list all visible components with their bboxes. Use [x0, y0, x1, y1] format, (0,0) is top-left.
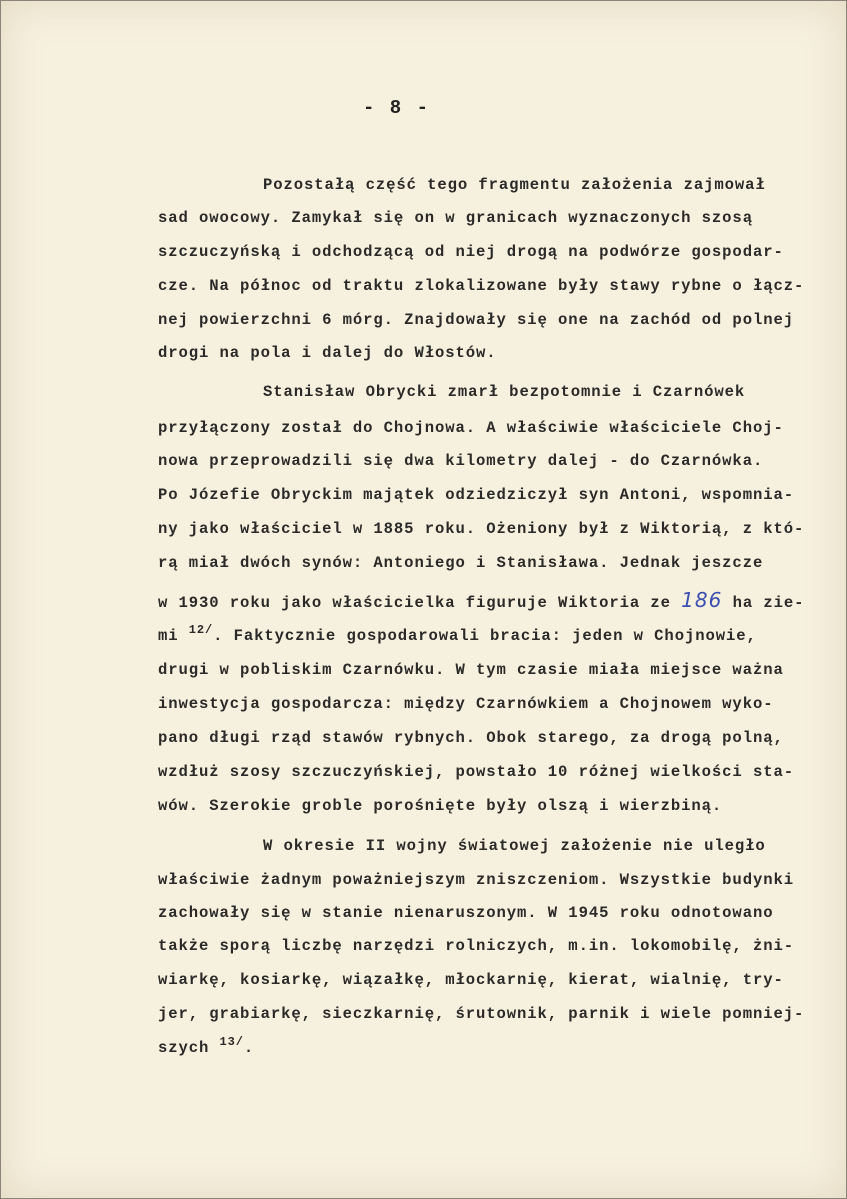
footnote-ref: 12/ — [188, 623, 214, 637]
text-line: sad owocowy. Zamykał się on w granicach wyznaczonych szosą — [158, 209, 753, 227]
text-segment: . Faktycznie gospodarowali bracia: jeden w Chojnowie, — [213, 627, 757, 645]
text-line: ny jako właściciel w 1885 roku. Ożeniony był z Wiktorią, z któ- — [158, 520, 805, 538]
text-line: szczuczyńską i odchodzącą od niej drogą na podwórze gospodar- — [158, 243, 784, 261]
text-line: inwestycja gospodarcza: między Czarnówkiem a Chojnowem wyko- — [158, 695, 774, 713]
text-line: drogi na pola i dalej do Włostów. — [158, 344, 497, 362]
text-line — [158, 588, 804, 613]
text-segment: ha zie- — [722, 594, 805, 612]
text-line: wzdłuż szosy szczuczyńskiej, powstało 10 różnej wielkości sta- — [158, 763, 794, 781]
text-line: W okresie II wojny światowej założenie nie uległo — [263, 837, 766, 855]
text-line: zachowały się w stanie nienaruszonym. W 1945 roku odnotowano — [158, 904, 774, 922]
text-line: rą miał dwóch synów: Antoniego i Stanisława. Jednak jeszcze — [158, 554, 764, 572]
text-line — [158, 1035, 255, 1058]
text-line: nowa przeprowadzili się dwa kilometry dalej - do Czarnówka. — [158, 452, 764, 470]
text-line: nej powierzchni 6 mórg. Znajdowały się one na zachód od polnej — [158, 311, 794, 329]
text-line: Pozostałą część tego fragmentu założenia zajmował — [263, 176, 766, 194]
text-line: właściwie żadnym poważniejszym zniszczeniom. Wszystkie budynki — [158, 871, 794, 889]
text-segment: . — [243, 1039, 255, 1057]
text-line: także sporą liczbę narzędzi rolniczych, m.in. lokomobilę, żni- — [158, 937, 794, 955]
text-line — [158, 623, 757, 646]
page-number: - 8 - — [363, 97, 431, 119]
text-segment: szych — [158, 1039, 220, 1057]
text-line: pano długi rząd stawów rybnych. Obok starego, za drogą polną, — [158, 729, 784, 747]
text-segment: w 1930 roku jako właścicielka figuruje Wiktoria ze — [158, 594, 682, 612]
text-line: wiarkę, kosiarkę, wiązałkę, młockarnię, kierat, wialnię, try- — [158, 971, 784, 989]
text-line: wów. Szerokie groble porośnięte były olszą i wierzbiną. — [158, 797, 723, 815]
text-line: jer, grabiarkę, sieczkarnię, śrutownik, parnik i wiele pomniej- — [158, 1005, 805, 1023]
text-line: Stanisław Obrycki zmarł bezpotomnie i Czarnówek — [263, 383, 746, 401]
footnote-ref: 13/ — [219, 1035, 244, 1049]
text-line: przyłączony został do Chojnowa. A właściwie właściciele Choj- — [158, 419, 784, 437]
text-line: Po Józefie Obryckim majątek odziedziczył syn Antoni, wspomnia- — [158, 486, 794, 504]
text-segment: mi — [158, 627, 189, 645]
handwritten-annotation: 186 — [681, 588, 723, 612]
text-line: cze. Na północ od traktu zlokalizowane były stawy rybne o łącz- — [158, 277, 805, 295]
text-line: drugi w pobliskim Czarnówku. W tym czasie miała miejsce ważna — [158, 661, 784, 679]
